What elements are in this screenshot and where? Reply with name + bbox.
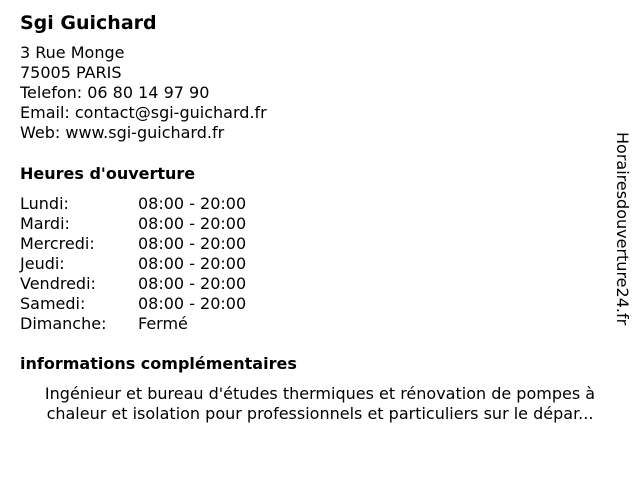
hours-row-friday — [20, 274, 300, 294]
site-watermark — [600, 132, 640, 372]
time-value: 08:00 - 20:00 — [138, 274, 247, 293]
info-heading: informations complémentaires — [20, 354, 297, 373]
day-label: Samedi: — [20, 294, 86, 313]
opening-hours-table — [20, 194, 300, 334]
hours-row-sunday — [20, 314, 300, 334]
address-street: 3 Rue Monge — [20, 43, 125, 62]
email-line: Email: contact@sgi-guichard.fr — [20, 103, 267, 122]
business-name: Sgi Guichard — [20, 12, 157, 34]
contact-block — [20, 43, 267, 143]
phone-line: Telefon: 06 80 14 97 90 — [20, 83, 210, 102]
time-value: 08:00 - 20:00 — [138, 294, 247, 313]
time-value: 08:00 - 20:00 — [138, 194, 247, 213]
description-line: chaleur et isolation pour professionnels et particuliers sur le dépar... — [46, 404, 594, 423]
day-label: Mercredi: — [20, 234, 95, 253]
web-line: Web: www.sgi-guichard.fr — [20, 123, 225, 142]
day-label: Dimanche: — [20, 314, 107, 333]
day-label: Lundi: — [20, 194, 69, 213]
hours-row-thursday — [20, 254, 300, 274]
time-value: 08:00 - 20:00 — [138, 234, 247, 253]
description-line: Ingénieur et bureau d'études thermiques et rénovation de pompes à — [44, 384, 596, 403]
address-city: 75005 PARIS — [20, 63, 122, 82]
time-value: 08:00 - 20:00 — [138, 254, 247, 273]
day-label: Mardi: — [20, 214, 70, 233]
time-value: 08:00 - 20:00 — [138, 214, 247, 233]
business-description — [20, 384, 620, 424]
day-label: Vendredi: — [20, 274, 96, 293]
hours-heading: Heures d'ouverture — [20, 164, 196, 183]
day-label: Jeudi: — [20, 254, 65, 273]
hours-row-monday — [20, 194, 300, 214]
hours-row-tuesday — [20, 214, 300, 234]
watermark-text: Horairesdouverture24.fr — [613, 132, 632, 326]
time-value: Fermé — [138, 314, 188, 333]
hours-row-wednesday — [20, 234, 300, 254]
hours-row-saturday — [20, 294, 300, 314]
